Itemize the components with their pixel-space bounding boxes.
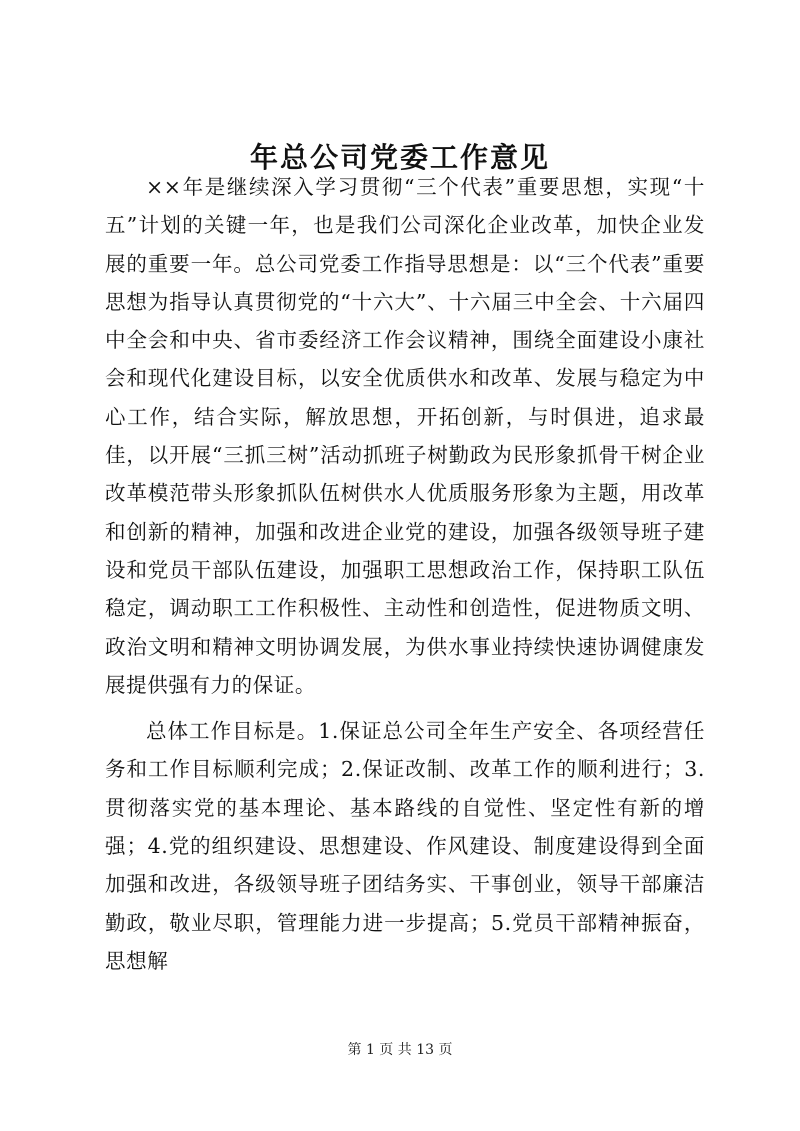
paragraph-guiding-ideology: ××年是继续深入学习贯彻“三个代表”重要思想，实现“十五”计划的关键一年，也是我们公司深化企业改革，加快企业发展的重要一年。总公司党委工作指导思想是：以“三个代表”重要思想为指导认真贯彻党的“十六大”、十六届三中全会、十六届四中全会和中央、省市委经济工作会议精神，围绕全面建设小康社会和现代化建设目标，以安全优质供水和改革、发展与稳定为中心工作，结合实际，解放思想，开拓创新，与时俱进，追求最佳，以开展“三抓三树”活动抓班子树勤政为民形象抓骨干树企业改革模范带头形象抓队伍树供水人优质服务形象为主题，用改革和创新的精神，加强和改进企业党的建设，加强各级领导班子建设和党员干部队伍建设，加强职工思想政治工作，保持职工队伍稳定，调动职工工作积极性、主动性和创造性，促进物质文明、政治文明和精神文明协调发展，为供水事业持续快速协调健康发展提供强有力的保证。	[105, 175, 705, 697]
page-number-footer: 第 1 页 共 13 页	[347, 1042, 453, 1058]
document-title: 年总公司党委工作意见	[249, 141, 550, 174]
paragraph-overall-goals: 总体工作目标是。1.保证总公司全年生产安全、各项经营任务和工作目标顺利完成；2.保证改制、改革工作的顺利进行；3.贯彻落实党的基本理论、基本路线的自觉性、坚定性有新的增强；4.党的组织建设、思想建设、作风建设、制度建设得到全面加强和改进，各级领导班子团结务实、干事创业，领导干部廉洁勤政，敬业尽职，管理能力进一步提高；5.党员干部精神振奋，思想解	[105, 719, 705, 973]
document-body	[105, 168, 705, 980]
